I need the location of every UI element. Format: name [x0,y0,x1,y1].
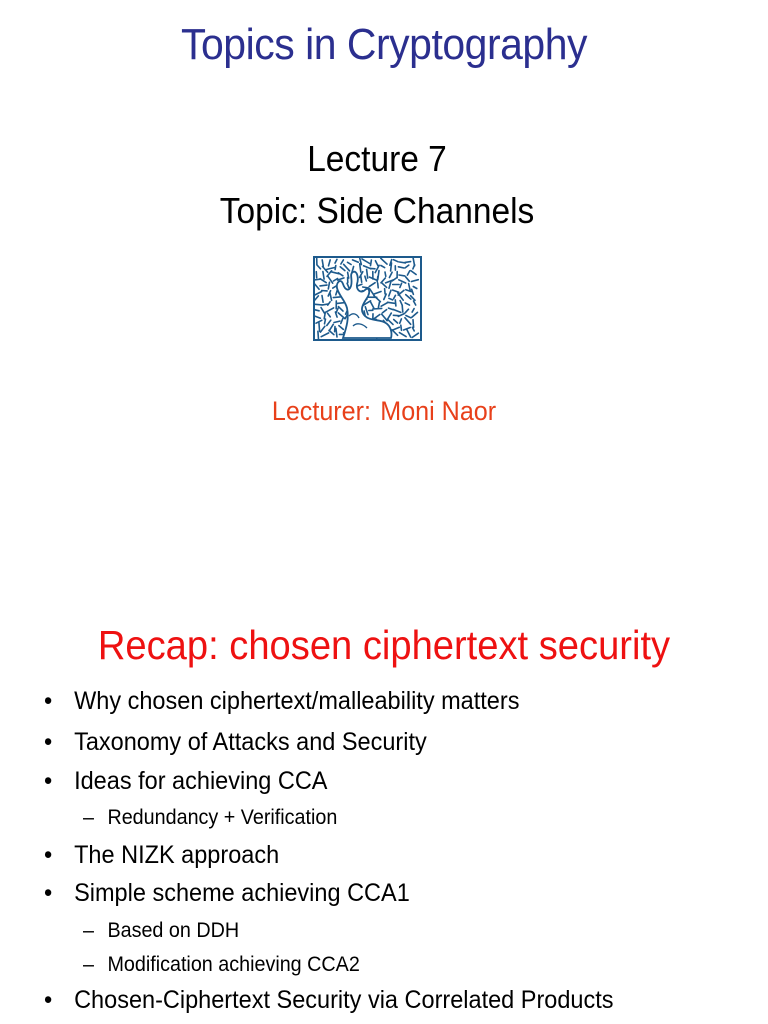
bullet-item: • Simple scheme achieving CCA1 [44,879,410,907]
recap-slide [0,560,768,1024]
sub-bullet-item: – Based on DDH [83,919,240,942]
lecturer-line [27,396,741,427]
sub-bullet-item: – Redundancy + Verification [83,806,338,829]
course-title: Topics in Cryptography [180,20,587,69]
tree-logo-icon [313,256,422,341]
recap-title: Recap: chosen ciphertext security [97,622,671,668]
lecture-topic: Topic: Side Channels [219,190,535,231]
bullet-item: • Chosen-Ciphertext Security via Correlated Products [44,986,614,1014]
lecturer-label: Lecturer: [271,396,371,426]
bullet-item: • Why chosen ciphertext/malleability matters [44,687,520,715]
bullet-item: • Taxonomy of Attacks and Security [44,728,427,756]
sub-bullet-item: – Modification achieving CCA2 [83,953,360,976]
bullet-item: • The NIZK approach [44,841,280,869]
bullet-item: • Ideas for achieving CCA [44,767,328,795]
lecturer-name: Moni Naor [380,396,497,426]
lecture-number: Lecture 7 [307,138,447,179]
